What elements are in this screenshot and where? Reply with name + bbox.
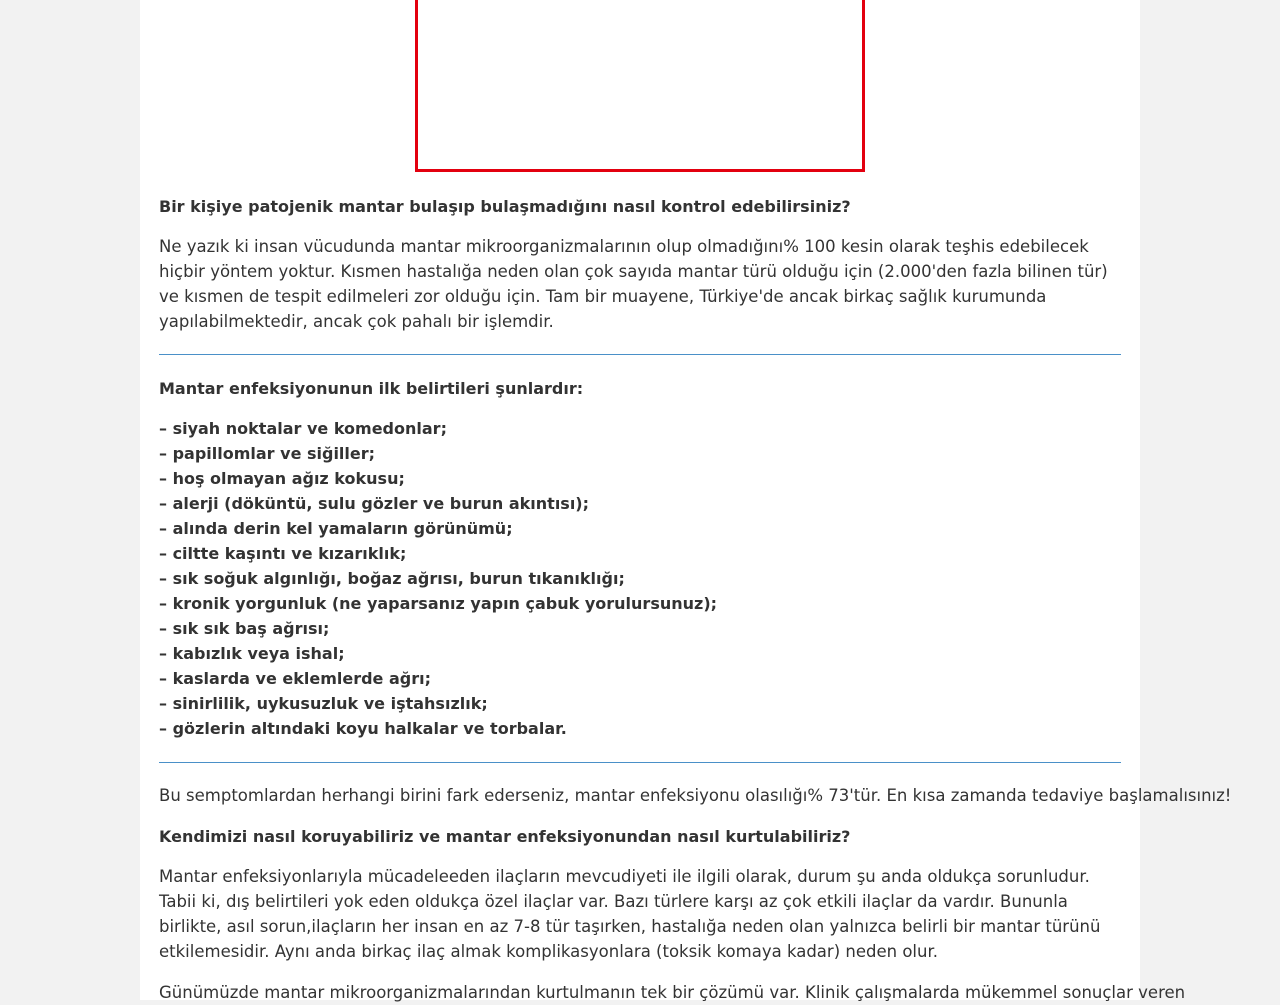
heading-symptoms: Mantar enfeksiyonunun ilk belirtileri şunlardır: — [159, 379, 584, 398]
article-image-frame[interactable] — [415, 0, 865, 172]
paragraph-check: Ne yazık ki insan vücudunda mantar mikroorganizmalarının olup olmadığını% 100 kesin olarak teşhis edebilecek hiçbir yöntem yoktur. Kısmen hastalığa neden olan çok sayıda mantar türü olduğu için (2.000'den fazla bilinen tür) ve kısmen de tespit edilmeleri zor olduğu için. Tam bir muayene, Türkiye'de ancak birkaç sağlık kurumunda yapılabilmektedir, ancak çok pahalı bir işlemdir. — [159, 237, 1108, 331]
symptom-item: – gözlerin altındaki koyu halkalar ve torbalar. — [159, 719, 567, 738]
symptom-item: – sık sık baş ağrısı; — [159, 619, 330, 638]
paragraph-probability: Bu semptomlardan herhangi birini fark ederseniz, mantar enfeksiyonu olasılığı% 73'tür. En kısa zamanda tedaviye başlamalısınız! — [159, 786, 1232, 805]
heading-check: Bir kişiye patojenik mantar bulaşıp bulaşmadığını nasıl kontrol edebilirsiniz? — [159, 197, 851, 216]
symptom-item: – kronik yorgunluk (ne yaparsanız yapın çabuk yorulursunuz); — [159, 594, 718, 613]
symptom-item: – siyah noktalar ve komedonlar; — [159, 419, 447, 438]
symptoms-list — [159, 416, 717, 741]
symptom-item: – kaslarda ve eklemlerde ağrı; — [159, 669, 431, 688]
article-page — [140, 0, 1232, 1002]
paragraph-drugs: Mantar enfeksiyonlarıyla mücadeleeden ilaçların mevcudiyeti ile ilgili olarak, durum şu anda oldukça sorunludur. Tabii ki, dış belirtileri yok eden oldukça özel ilaçlar var. Bazı türlere karşı az çok etkili ilaçlar da vardır. Bununla birlikte, asıl sorun,ilaçların her insan en az 7-8 tür taşırken, hastalığa neden olan yalnızca belirli bir mantar türünü etkilemesidir. Aynı anda birkaç ilaç almak komplikasyonlara (toksik komaya kadar) neden olur. — [159, 867, 1101, 961]
symptom-item: – sinirlilik, uykusuzluk ve iştahsızlık; — [159, 694, 488, 713]
symptom-item: – alerji (döküntü, sulu gözler ve burun akıntısı); — [159, 494, 590, 513]
divider-2 — [159, 762, 1121, 763]
symptom-item: – kabızlık veya ishal; — [159, 644, 345, 663]
symptom-item: – papillomlar ve siğiller; — [159, 444, 376, 463]
paragraph-today: Günümüzde mantar mikroorganizmalarından kurtulmanın tek bir çözümü var. Klinik çalışmalarda mükemmel sonuçlar veren — [159, 983, 1186, 1002]
heading-protect: Kendimizi nasıl koruyabiliriz ve mantar enfeksiyonundan nasıl kurtulabiliriz? — [159, 827, 851, 846]
symptom-item: – ciltte kaşıntı ve kızarıklık; — [159, 544, 407, 563]
divider-1 — [159, 354, 1121, 355]
symptom-item: – alında derin kel yamaların görünümü; — [159, 519, 513, 538]
symptom-item: – hoş olmayan ağız kokusu; — [159, 469, 405, 488]
symptom-item: – sık soğuk algınlığı, boğaz ağrısı, burun tıkanıklığı; — [159, 569, 625, 588]
